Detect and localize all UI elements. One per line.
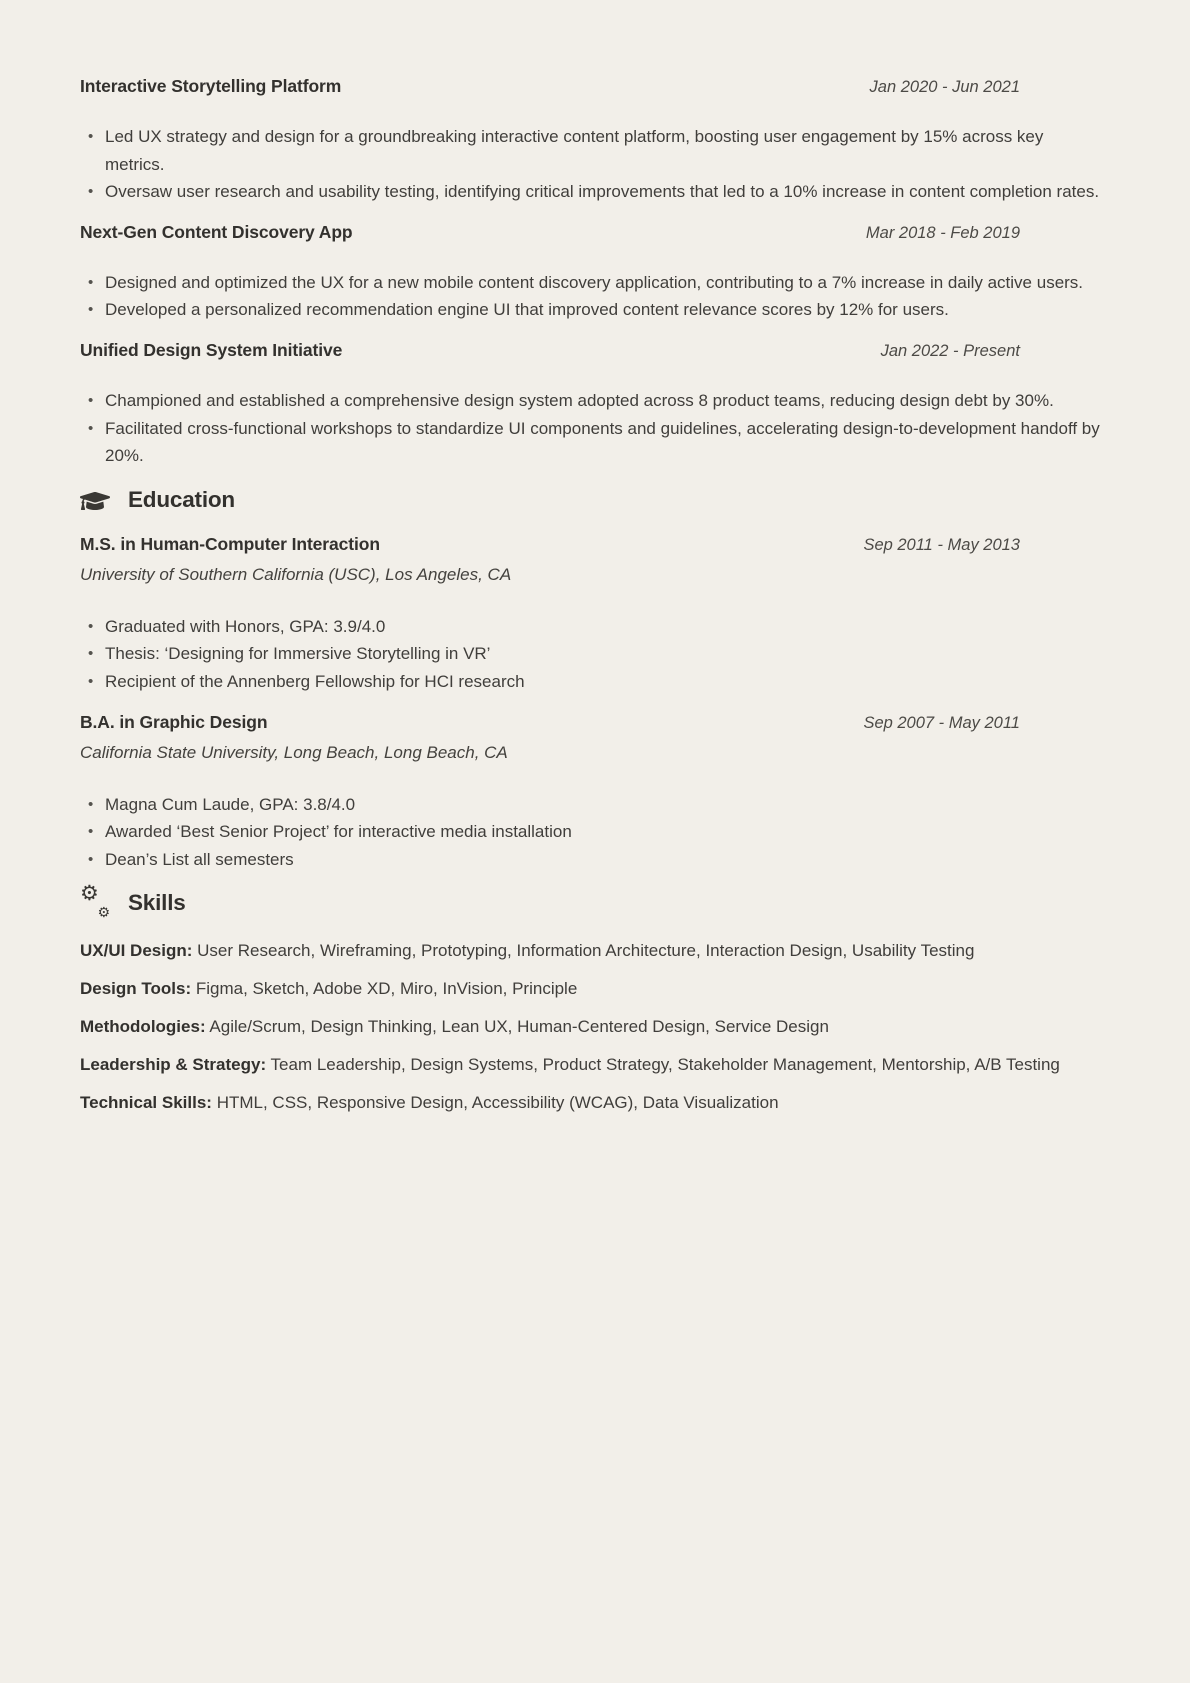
gear-large-icon: ⚙ [80,881,99,906]
education-dates: Sep 2011 - May 2013 [863,535,1020,554]
skill-category [80,1013,1100,1041]
school-name: California State University, Long Beach, Long Beach, CA [80,742,508,762]
job-dates: Jan 2020 - Jun 2021 [869,78,1020,96]
job-title: Next-Gen Content Discovery App [80,221,353,242]
bullet-item: • Graduated with Honors, GPA: 3.9/4.0 [80,613,1100,641]
job-bullet-list [80,123,1100,206]
gears-icon [80,881,112,922]
experience-entry [80,340,1100,470]
entry-header [80,712,1100,733]
education-dates: Sep 2007 - May 2011 [863,713,1020,732]
bullet-item: • Thesis: ‘Designing for Immersive Storytelling in VR’ [80,640,1100,668]
graduation-cap-icon [80,486,112,514]
skill-category-items: Agile/Scrum, Design Thinking, Lean UX, Human-Centered Design, Service Design [209,1017,829,1037]
bullet-item: • Dean’s List all semesters [80,846,1100,874]
skill-category-label: Methodologies: [80,1017,206,1037]
experience-entry [80,222,1100,324]
gear-small-icon: ⚙ [97,905,110,922]
skill-category-label: Design Tools: [80,979,192,999]
job-bullet-list [80,387,1100,470]
bullet-item: • Developed a personalized recommendation engine UI that improved content relevance scores by 12% for users. [80,296,1100,324]
section-title: Skills [128,890,186,916]
education-entry [80,712,1100,874]
skill-category-label: Technical Skills: [80,1093,212,1113]
education-entry [80,534,1100,696]
bullet-item: • Recipient of the Annenberg Fellowship for HCI research [80,668,1100,696]
bullet-item: • Awarded ‘Best Senior Project’ for interactive media installation [80,818,1100,846]
skill-category [80,1089,1100,1117]
experience-entry [80,76,1100,206]
entry-header [80,222,1100,243]
job-title: Unified Design System Initiative [80,339,343,360]
skill-category-label: UX/UI Design: [80,941,193,961]
skill-category-label: Leadership & Strategy: [80,1055,267,1075]
bullet-item: • Championed and established a comprehensive design system adopted across 8 product teams, reducing design debt by 30%. [80,387,1100,415]
degree-title: B.A. in Graphic Design [80,711,268,732]
education-bullet-list [80,791,1100,874]
skills-section-header [80,881,1100,922]
entry-header [80,76,1100,97]
degree-title: M.S. in Human-Computer Interaction [80,533,380,554]
bullet-item: • Facilitated cross-functional workshops to standardize UI components and guidelines, accelerating design-to-development handoff by 20%. [80,415,1100,470]
skill-category [80,1051,1100,1079]
skill-category-items: Figma, Sketch, Adobe XD, Miro, InVision, Principle [195,979,578,999]
skill-category [80,975,1100,1003]
education-section-header [80,486,1100,514]
bullet-item: • Oversaw user research and usability testing, identifying critical improvements that led to a 10% increase in content completion rates. [80,178,1100,206]
skill-category-items: User Research, Wireframing, Prototyping, Information Architecture, Interaction Design, Usability Testing [197,941,975,961]
section-title: Education [128,486,235,512]
job-dates: Jan 2022 - Present [880,341,1020,360]
skill-category [80,937,1100,965]
school-name: University of Southern California (USC), Los Angeles, CA [80,564,512,584]
job-bullet-list [80,269,1100,324]
skill-category-items: HTML, CSS, Responsive Design, Accessibility (WCAG), Data Visualization [216,1093,779,1113]
job-title: Interactive Storytelling Platform [80,76,342,96]
skill-category-items: Team Leadership, Design Systems, Product Strategy, Stakeholder Management, Mentorship, A/B Testing [270,1055,1060,1075]
education-bullet-list [80,613,1100,696]
bullet-item: • Designed and optimized the UX for a new mobile content discovery application, contributing to a 7% increase in daily active users. [80,269,1100,297]
bullet-item: • Led UX strategy and design for a groundbreaking interactive content platform, boosting user engagement by 15% across key metrics. [80,123,1100,178]
entry-header [80,340,1100,361]
job-dates: Mar 2018 - Feb 2019 [865,223,1020,242]
bullet-item: • Magna Cum Laude, GPA: 3.8/4.0 [80,791,1100,819]
entry-header [80,534,1100,555]
